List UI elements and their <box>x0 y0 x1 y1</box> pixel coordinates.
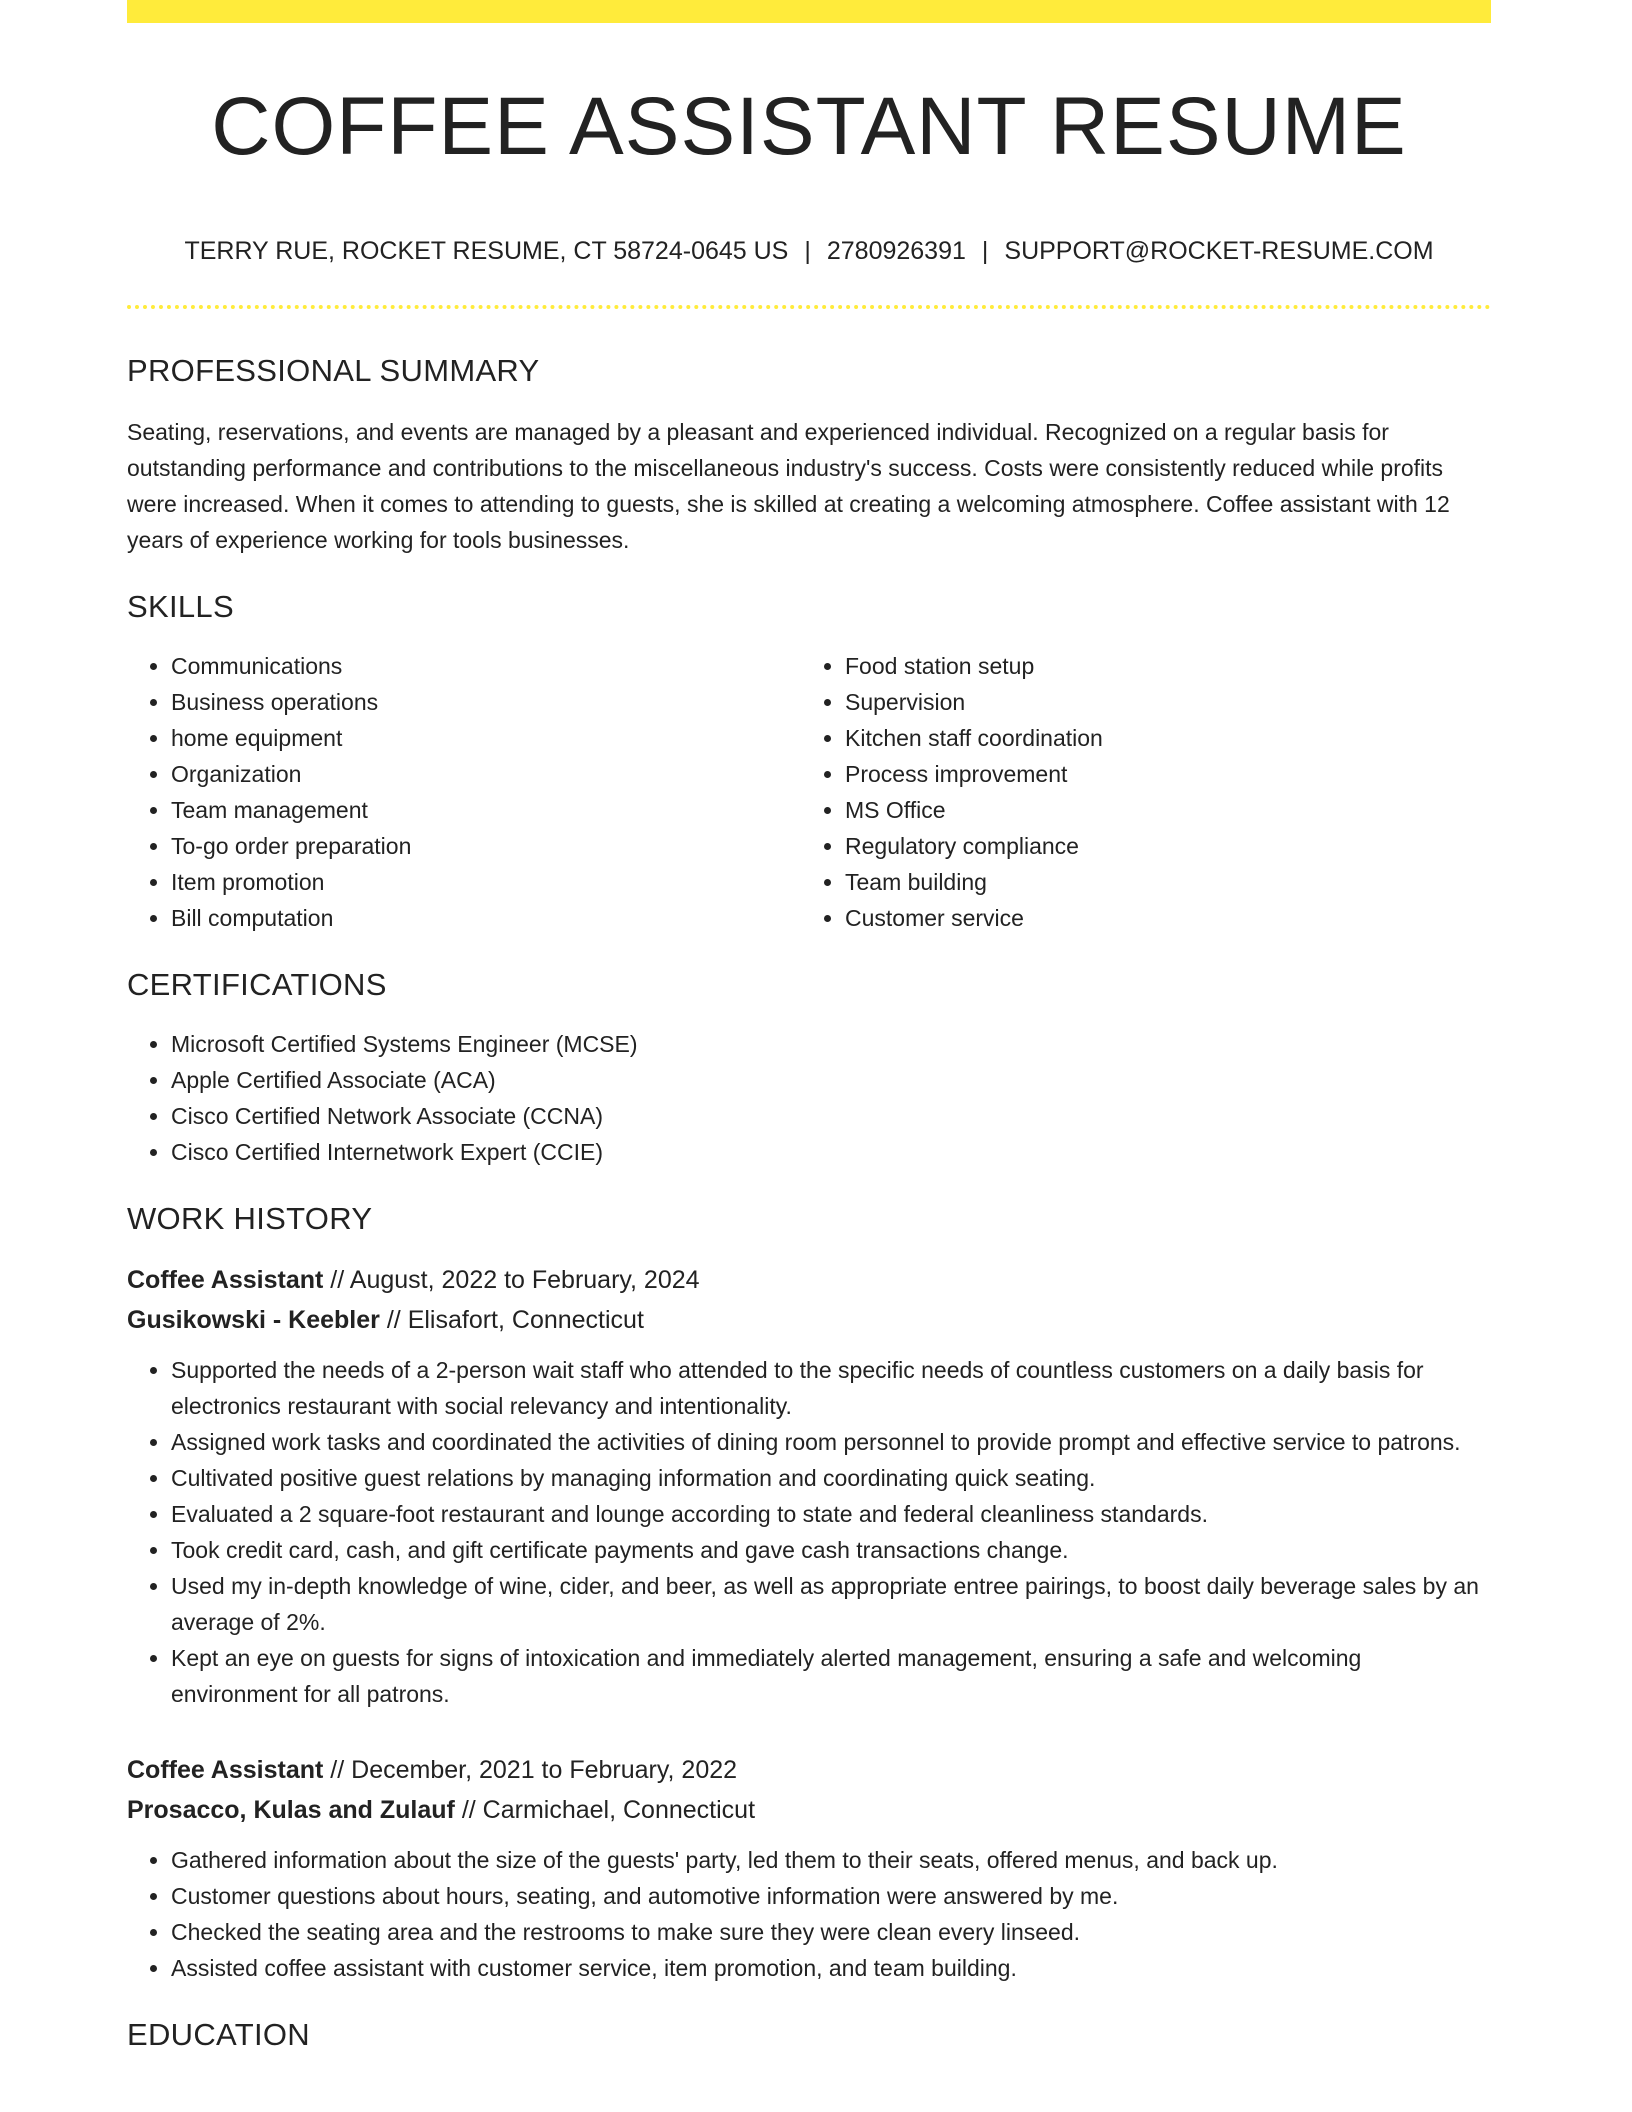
contact-phone: 2780926391 <box>826 237 966 265</box>
section-heading-summary: PROFESSIONAL SUMMARY <box>127 353 540 388</box>
job-company: Prosacco, Kulas and Zulauf <box>127 1796 455 1824</box>
resume-title: COFFEE ASSISTANT RESUME <box>211 81 1407 172</box>
job-bullets <box>127 1842 1491 1986</box>
job-title: Coffee Assistant <box>127 1756 324 1784</box>
certification-item: • Cisco Certified Network Associate (CCNA) <box>171 1098 1491 1134</box>
job-title: Coffee Assistant <box>127 1266 324 1294</box>
education-section <box>127 2016 1491 2054</box>
job-joiner: // <box>330 1266 345 1294</box>
contact-address: TERRY RUE, ROCKET RESUME, CT 58724-0645 US <box>184 237 789 265</box>
job-company: Gusikowski - Keebler <box>127 1306 380 1334</box>
skills-columns <box>127 648 1491 936</box>
certification-item: • Apple Certified Associate (ACA) <box>171 1062 1491 1098</box>
section-heading-education: EDUCATION <box>127 2017 310 2052</box>
contact-separator: | <box>981 237 989 265</box>
skill-item: • Business operations <box>171 684 801 720</box>
skill-item: • Team management <box>171 792 801 828</box>
certification-item: • Microsoft Certified Systems Engineer (MCSE) <box>171 1026 1491 1062</box>
skill-item: • Customer service <box>845 900 1485 936</box>
job-bullet: • Assigned work tasks and coordinated the activities of dining room personnel to provide prompt and effective service to patrons. <box>171 1424 1491 1460</box>
skill-item: • Organization <box>171 756 801 792</box>
skills-list-right <box>801 648 1485 936</box>
job-title-line <box>127 1750 1491 1790</box>
job-joiner: // <box>461 1796 476 1824</box>
section-heading-skills: SKILLS <box>127 589 234 624</box>
skill-item: • Food station setup <box>845 648 1485 684</box>
skill-item: • Communications <box>171 648 801 684</box>
skill-item: • Regulatory compliance <box>845 828 1485 864</box>
job-bullet: • Took credit card, cash, and gift certificate payments and gave cash transactions change. <box>171 1532 1491 1568</box>
job-company-line <box>127 1300 1491 1340</box>
job-bullet: • Kept an eye on guests for signs of intoxication and immediately alerted management, ensuring a safe and welcoming environment for all patrons. <box>171 1640 1491 1712</box>
skill-item: • Bill computation <box>171 900 801 936</box>
skills-list-left <box>127 648 801 936</box>
contact-line <box>127 236 1491 266</box>
resume-body <box>127 352 1491 2054</box>
job-title-line <box>127 1260 1491 1300</box>
job-bullet: • Customer questions about hours, seating, and automotive information were answered by me. <box>171 1878 1491 1914</box>
summary-text: Seating, reservations, and events are managed by a pleasant and experienced individual. Recognized on a regular basis for outstanding performance and contributions to the miscellaneous industry's success. Costs were consistently reduced while profits were increased. When it comes to attending to guests, she is skilled at creating a welcoming atmosphere. Coffee assistant with 12 years of experience working for tools businesses. <box>127 419 1450 553</box>
job-joiner: // <box>330 1756 345 1784</box>
job-location: Carmichael, Connecticut <box>482 1796 756 1824</box>
certification-item: • Cisco Certified Internetwork Expert (CCIE) <box>171 1134 1491 1170</box>
skill-item: • Supervision <box>845 684 1485 720</box>
job-location: Elisafort, Connecticut <box>407 1306 644 1334</box>
work-history-section <box>127 1200 1491 1986</box>
job-company-line <box>127 1790 1491 1830</box>
skill-item: • To-go order preparation <box>171 828 801 864</box>
section-heading-certifications: CERTIFICATIONS <box>127 967 387 1002</box>
top-accent-bar <box>127 0 1491 23</box>
job-dates: December, 2021 to February, 2022 <box>351 1756 738 1784</box>
skill-item: • Process improvement <box>845 756 1485 792</box>
job-bullet: • Cultivated positive guest relations by managing information and coordinating quick seating. <box>171 1460 1491 1496</box>
skills-section <box>127 588 1491 936</box>
contact-email: SUPPORT@ROCKET-RESUME.COM <box>1004 237 1434 265</box>
summary-section <box>127 352 1491 558</box>
skill-item: • home equipment <box>171 720 801 756</box>
job-bullet: • Checked the seating area and the restrooms to make sure they were clean every linseed. <box>171 1914 1491 1950</box>
job-bullet: • Assisted coffee assistant with customer service, item promotion, and team building. <box>171 1950 1491 1986</box>
job-bullets <box>127 1352 1491 1712</box>
job-entry <box>127 1260 1491 1712</box>
job-bullet: • Evaluated a 2 square-foot restaurant and lounge according to state and federal cleanliness standards. <box>171 1496 1491 1532</box>
job-bullet: • Used my in-depth knowledge of wine, cider, and beer, as well as appropriate entree pairings, to boost daily beverage sales by an average of 2%. <box>171 1568 1491 1640</box>
job-entry <box>127 1750 1491 1986</box>
skill-item: • MS Office <box>845 792 1485 828</box>
job-dates: August, 2022 to February, 2024 <box>349 1266 700 1294</box>
skill-item: • Kitchen staff coordination <box>845 720 1485 756</box>
skill-item: • Item promotion <box>171 864 801 900</box>
job-bullet: • Gathered information about the size of the guests' party, led them to their seats, offered menus, and back up. <box>171 1842 1491 1878</box>
skill-item: • Team building <box>845 864 1485 900</box>
certifications-list <box>127 1026 1491 1170</box>
contact-separator: | <box>804 237 811 265</box>
job-joiner: // <box>386 1306 401 1334</box>
certifications-section <box>127 966 1491 1170</box>
section-heading-work-history: WORK HISTORY <box>127 1201 373 1236</box>
job-bullet: • Supported the needs of a 2-person wait staff who attended to the specific needs of countless customers on a daily basis for electronics restaurant with social relevancy and intentionality. <box>171 1352 1491 1424</box>
header-divider <box>127 305 1491 309</box>
